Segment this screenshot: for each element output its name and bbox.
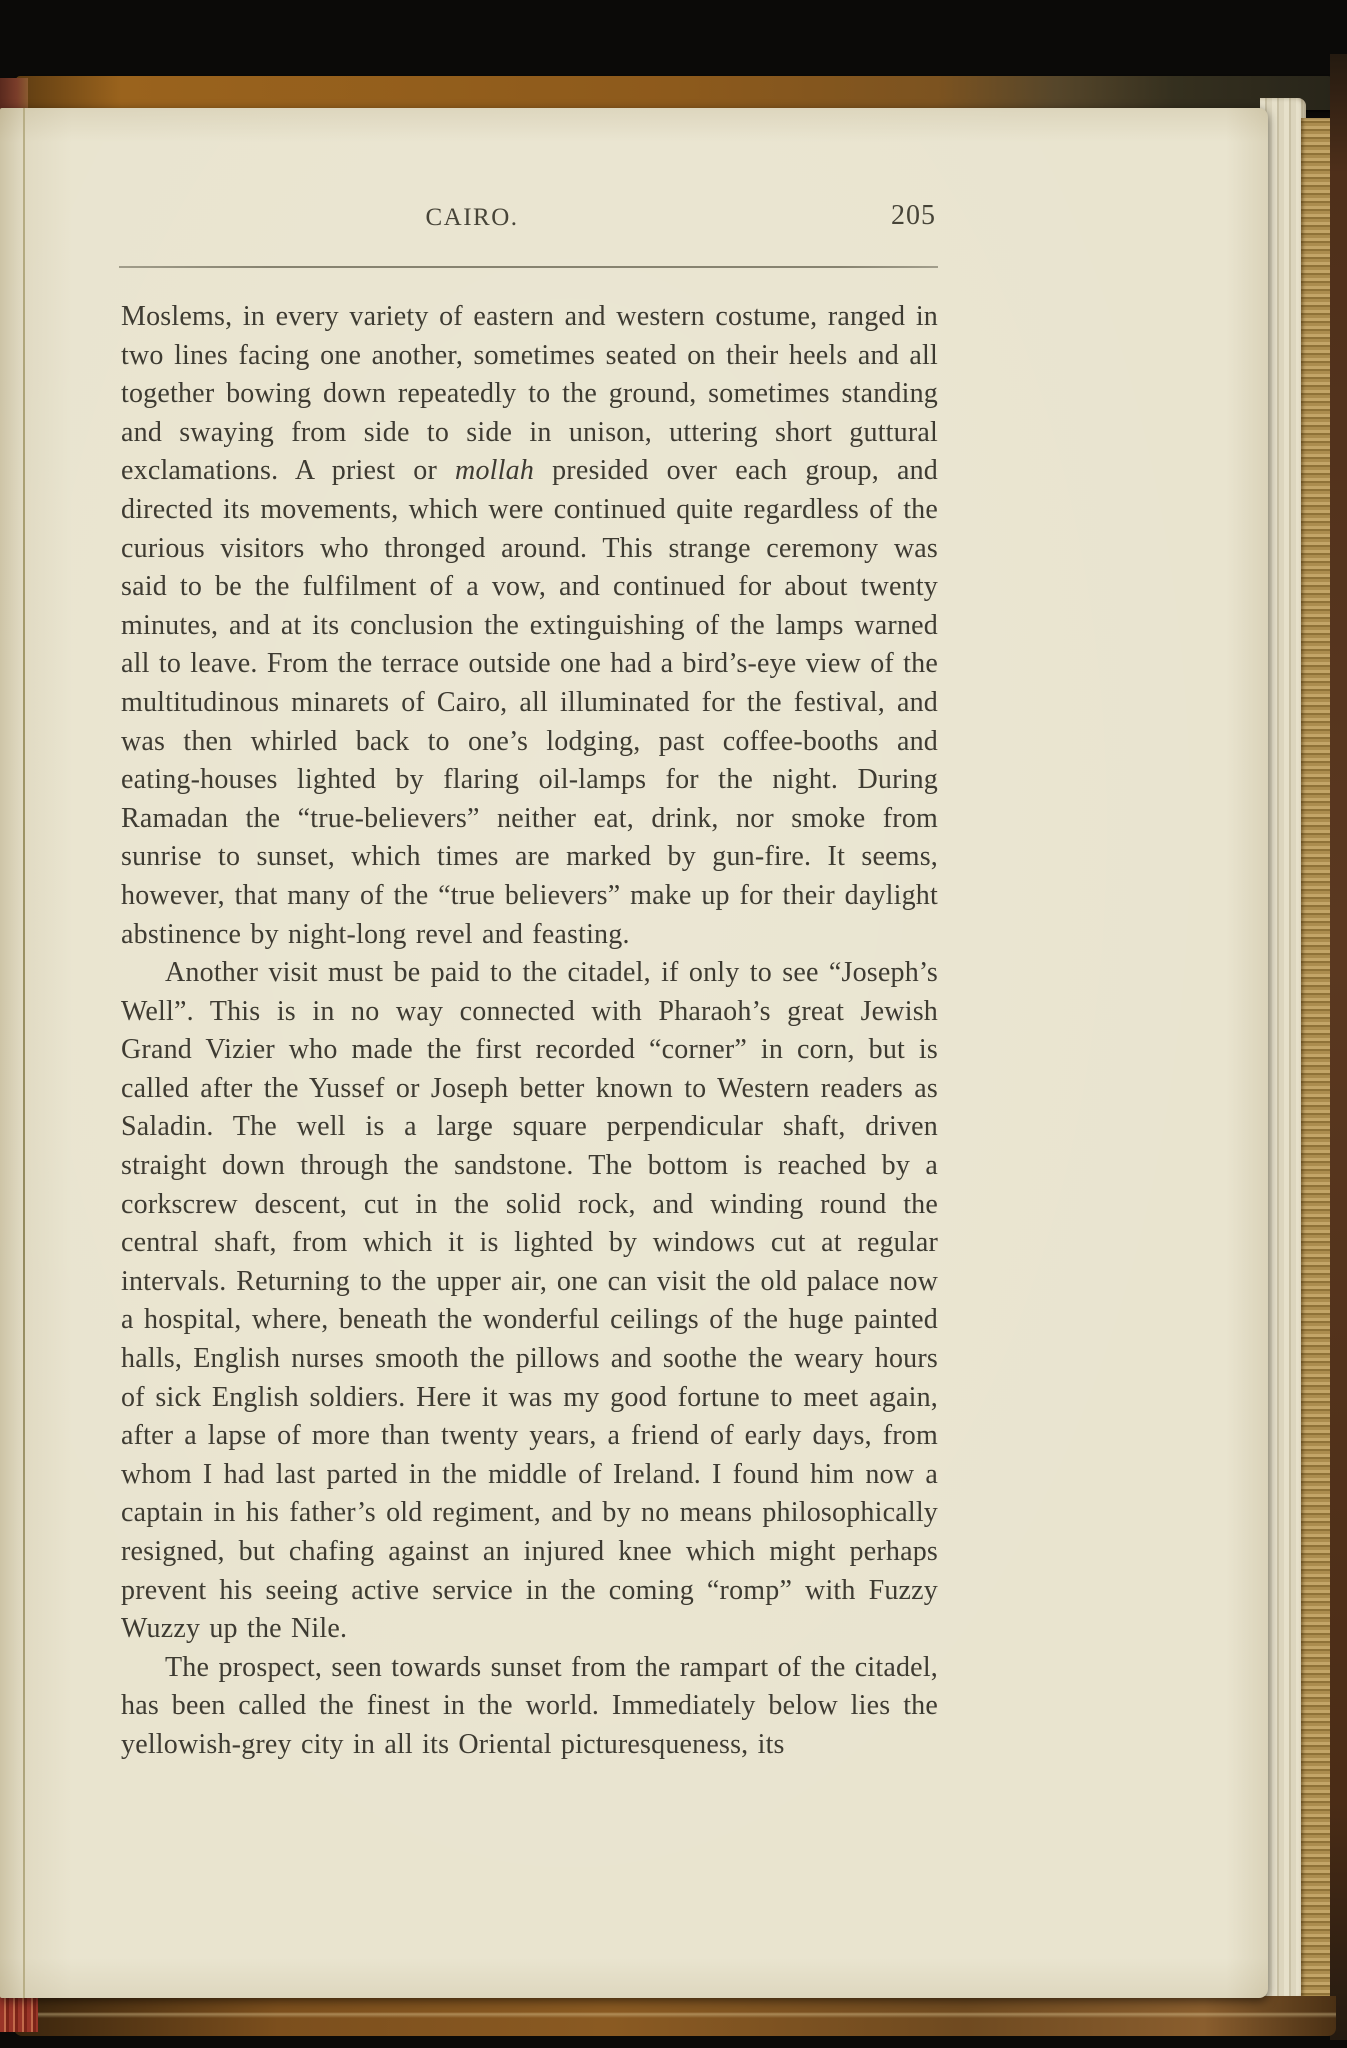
header-rule [119,266,938,268]
paragraph [121,1649,938,1765]
book-cover-top-edge [16,76,1332,110]
running-header-title: CAIRO. [425,204,519,231]
page-header [120,200,938,236]
text-block [121,298,938,1765]
text-run: presided over each group, and directed its movements, which were continued quite regardless of the curious visitors who thronged around. This strange ceremony was said to be the fulfilment of a vow, and continued for about twenty minutes, and at its conclusion the extinguishing of the lamps warned all to leave. From the terrace outside one had a bird’s-eye view of the multitudinous minarets of Cairo, all illuminated for the festival, and was then whirled back to one’s lodging, past coffee-booths and eating-houses lighted by flaring oil-lamps for the night. During Ramadan the “true-believers” neither eat, drink, nor smoke from sunrise to sunset, which times are marked by gun-fire. It seems, however, that many of the “true believers” make up for their daylight abstinence by night-long revel and feasting. [121,455,938,950]
book-page [0,108,1268,1998]
paragraph [121,954,938,1649]
text-run: Another visit must be paid to the citadel, if only to see “Joseph’s Well”. This is in no way connected with Pharaoh’s great Jewish Grand Vizier who made the first recorded “corner” in corn, but is called after the Yussef or Joseph better known to Western readers as Saladin. The well is a large square perpendicular shaft, driven straight down through the sandstone. The bottom is reached by a corkscrew descent, cut in the solid rock, and winding round the central shaft, from which it is lighted by windows cut at regular intervals. Returning to the upper air, one can visit the old palace now a hospital, where, beneath the wonderful ceilings of the huge painted halls, English nurses smooth the pillows and soothe the weary hours of sick English soldiers. Here it was my good fortune to meet again, after a lapse of more than twenty years, a friend of early days, from whom I had last parted in the middle of Ireland. I found him now a captain in his father’s old regiment, and by no means philosophically resigned, but chafing against an injured knee which might perhaps prevent his seeing active service in the coming “romp” with Fuzzy Wuzzy up the Nile. [121,957,938,1645]
page-number: 205 [891,200,936,231]
gutter-crease [23,108,25,1998]
text-run: Moslems, in every variety of eastern and western costume, ranged in two lines facing one another, sometimes seated on their heels and all together bowing down repeatedly to the ground, sometimes standing and swaying from side to side in unison, uttering short guttural exclamations. A priest or [121,301,938,487]
paragraph [121,298,938,954]
book-cover-right [1330,54,1347,2040]
book-cover-bottom-edge [14,1996,1336,2036]
text-run: The prospect, seen towards sunset from the rampart of the citadel, has been called the finest in the world. Immediately below lies the yellowish-grey city in all its Oriental picturesqueness, its [121,1651,938,1760]
gilt-fore-edge [1301,118,1333,2018]
italic-run: mollah [455,455,535,487]
